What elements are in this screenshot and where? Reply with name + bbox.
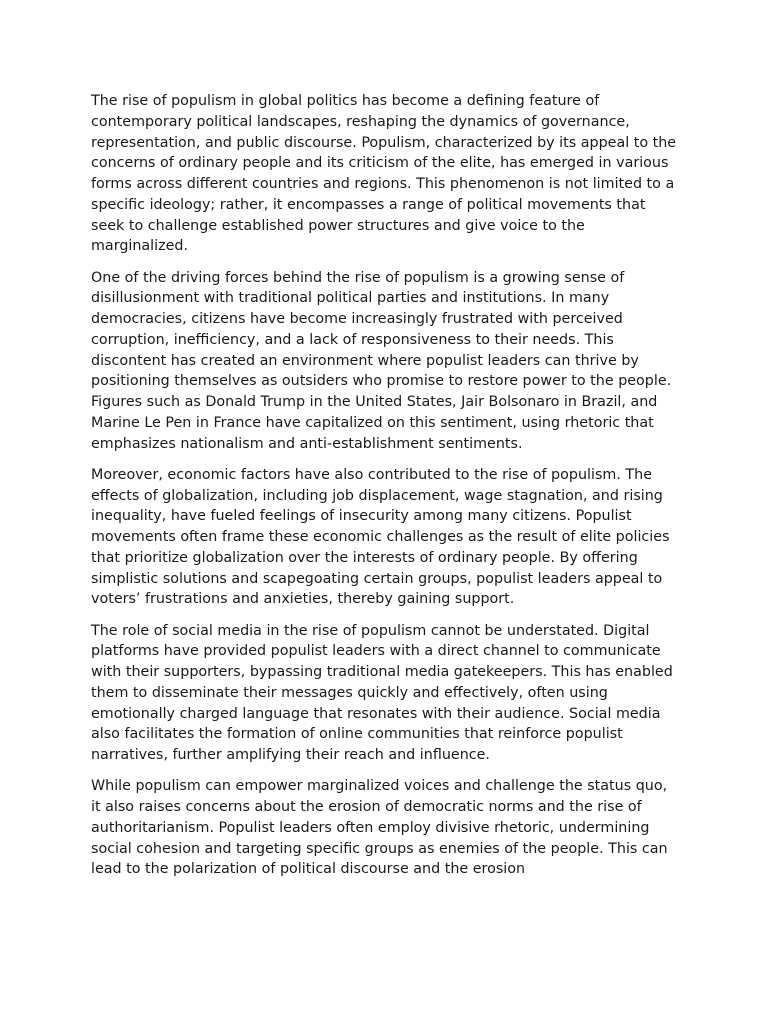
paragraph-3: Moreover, economic factors have also contributed to the rise of populism. The effects of globalization, including job displacement, wage stagnation, and rising inequality, have fueled feelings of insecurity among many citizens. Populist movements often frame these economic challenges as the result of elite policies that prioritize globalization over the interests of ordinary people. By offering simplistic solutions and scapegoating certain groups, populist leaders appeal to voters’ frustrations and anxieties, thereby gaining support. (91, 466, 670, 608)
document-body (91, 91, 681, 891)
paragraph-4: The role of social media in the rise of populism cannot be understated. Digital platforms have provided populist leaders with a direct channel to communicate with their supporters, bypassing traditional media gatekeepers. This has enabled them to disseminate their messages quickly and effectively, often using emotionally charged language that resonates with their audience. Social media also facilitates the formation of online communities that reinforce populist narratives, further amplifying their reach and influence. (91, 622, 673, 763)
paragraph-2: One of the driving forces behind the rise of populism is a growing sense of disillusionment with traditional political parties and institutions. In many democracies, citizens have become increasingly frustrated with perceived corruption, inefficiency, and a lack of responsiveness to their needs. This discontent has created an environment where populist leaders can thrive by positioning themselves as outsiders who promise to restore power to the people. Figures such as Donald Trump in the United States, Jair Bolsonaro in Brazil, and Marine Le Pen in France have capitalized on this sentiment, using rhetoric that emphasizes nationalism and anti-establishment sentiments. (91, 269, 672, 452)
paragraph-5: While populism can empower marginalized voices and challenge the status quo, it also raises concerns about the erosion of democratic norms and the rise of authoritarianism. Populist leaders often employ divisive rhetoric, undermining social cohesion and targeting specific groups as enemies of the people. This can lead to the polarization of political discourse and the erosion (91, 778, 668, 878)
paragraph-1: The rise of populism in global politics has become a defining feature of contemporary political landscapes, reshaping the dynamics of governance, representation, and public discourse. Populism, characterized by its appeal to the concerns of ordinary people and its criticism of the elite, has emerged in various forms across different countries and regions. This phenomenon is not limited to a specific ideology; rather, it encompasses a range of political movements that seek to challenge established power structures and give voice to the marginalized. (91, 93, 677, 255)
